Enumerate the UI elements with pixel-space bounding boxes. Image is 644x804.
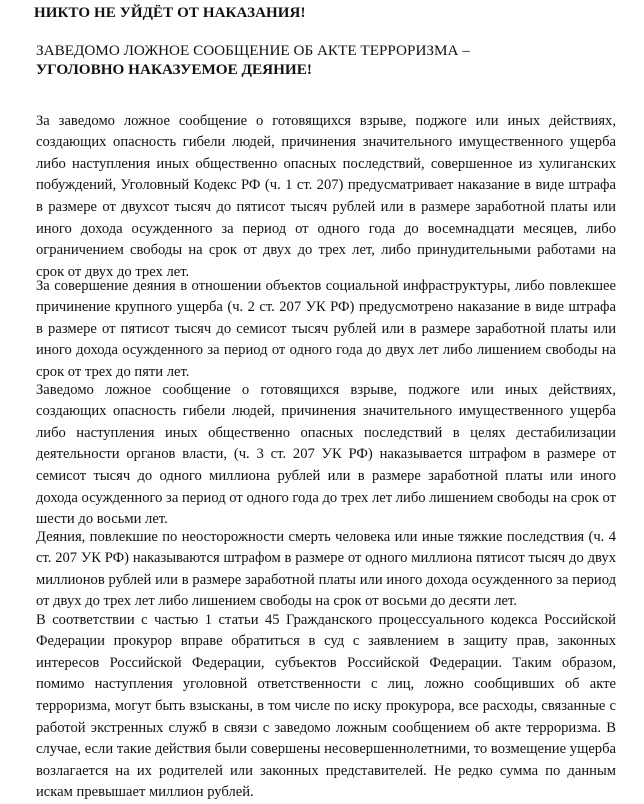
headline: НИКТО НЕ УЙДЁТ ОТ НАКАЗАНИЯ! xyxy=(34,5,306,21)
paragraph-part-3: Заведомо ложное сообщение о готовящихся взрыве, поджоге или иных действиях, создающих опасность гибели людей, причинения значительного имущественного ущерба либо наступления иных общественно опасных последствий в целях дестабилизации деятельности органов власти, (ч. 3 ст. 207 УК РФ) наказывается штрафом в размере от семисот тысяч до одного миллиона рублей или в размере заработной платы или иного дохода осужденного за период от одного года до трех лет либо лишением свободы на срок от шести до восьми лет. xyxy=(36,381,616,528)
paragraph-part-4: Деяния, повлекшие по неосторожности смерть человека или иные тяжкие последствия (ч. 4 ст. 207 УК РФ) наказываются штрафом в размере от одного миллиона пятисот тысяч до двух миллионов рублей или в размере заработной платы или иного дохода осужденного за период от двух до трех лет либо лишением свободы на срок от восьми до десяти лет. xyxy=(36,528,616,610)
paragraph-part-1: За заведомо ложное сообщение о готовящихся взрыве, поджоге или иных действиях, создающих опасность гибели людей, причинения значительного имущественного ущерба либо наступления иных общественно опасных последствий, совершенное из хулиганских побуждений, Уголовный Кодекс РФ (ч. 1 ст. 207) предусматривает наказание в виде штрафа в размере от двухсот тысяч до пятисот тысяч рублей или в размере заработной платы или иного дохода осужденного за период от одного года до восемнадцати месяцев, либо ограничением свободы на срок от двух до трех лет, либо принудительными работами на срок от двух до трех лет. xyxy=(36,112,616,280)
paragraph-civil-claims: В соответствии с частью 1 статьи 45 Гражданского процессуального кодекса Российской Федерации прокурор вправе обратиться в суд с заявлением в защиту прав, законных интересов Российской Федерации, субъектов Российской Федерации. Таким образом, помимо наступления уголовной ответственности с лиц, ложно сообщивших об акте терроризма, могут быть взысканы, в том числе по иску прокурора, все расходы, связанные с работой экстренных служб в связи с заведомо ложным сообщением об акте терроризма. В случае, если такие действия были совершены несовершеннолетними, то возмещение ущерба возлагается на их родителей или законных представителей. Не редко сумма по данным искам превышает миллион рублей. xyxy=(36,611,616,801)
paragraph-part-2: За совершение деяния в отношении объектов социальной инфраструктуры, либо повлекшее причинение крупного ущерба (ч. 2 ст. 207 УК РФ) предусмотрено наказание в виде штрафа в размере от пятисот тысяч до семисот тысяч рублей или в размере заработной платы или иного дохода осужденного за период от одного года до двух лет либо лишением свободы на срок от трех до пяти лет. xyxy=(36,277,616,380)
subtitle xyxy=(36,41,616,79)
subtitle-line-2: УГОЛОВНО НАКАЗУЕМОЕ ДЕЯНИЕ! xyxy=(36,61,312,78)
subtitle-line-1: ЗАВЕДОМО ЛОЖНОЕ СООБЩЕНИЕ ОБ АКТЕ ТЕРРОРИЗМА – xyxy=(36,42,470,59)
